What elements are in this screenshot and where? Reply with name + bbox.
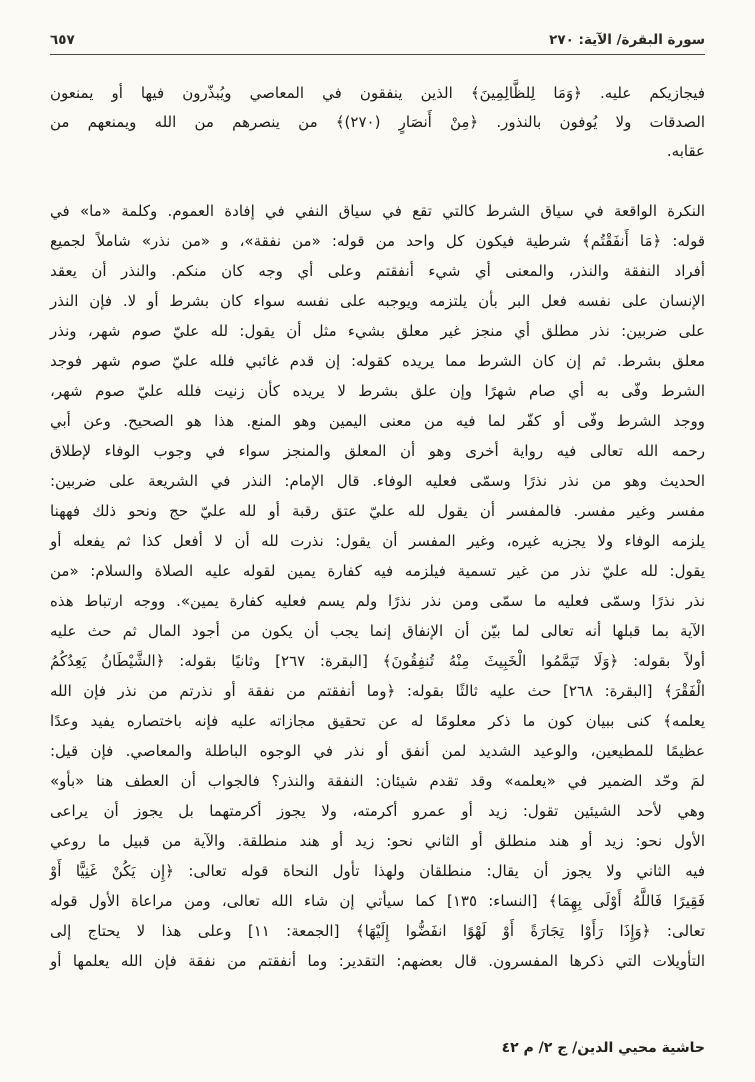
- text-line: الأول نحو: زيد أو هند منطلق أو الثاني نحو: زيد أو هند منطلقة. والآية من قبيل ما روعي: [50, 832, 705, 850]
- text-line: الْفَقْرَ﴾ [البقرة: ٢٦٨] حث عليه ثالثًا بقوله: ﴿وما أنفقتم من نفقة أو نذرتم من نذر فإن الله: [50, 682, 705, 700]
- text-line: الشرط وفّى به أي صام شهرًا وإن علق بشرط لا يريده كأن زنيت فلله عليّ صوم شهر،: [50, 382, 705, 400]
- text-line: وهي لأحد الشيئين تقول: زيد أو عمرو أكرمته، ولا يجوز أكرمتهما بل يجوز أن يراعى: [50, 802, 705, 820]
- text-line: رحمه الله تعالى فيه رواية أخرى وهو أن المعلق والمنجز سواء في وجوب الوفاء لإطلاق: [50, 442, 705, 460]
- text-line: مفسر وغير مفسر. فالمفسر أن يقول لله عليّ عتق رقبة أو لله عليّ حج ونحو ذلك فههنا: [50, 502, 705, 520]
- text-line: تعالى: ﴿وَإِذَا رَأَوْا تِجَارَةً أَوْ لَهْوًا انفَضُّوا إِلَيْهَا﴾ [الجمعة: ١١] وعلى هذا لا يحتاج إلى: [50, 922, 705, 940]
- text-line: عقابه.: [666, 142, 705, 160]
- footer-note: حاشية محيي الدين/ ج ٢/ م ٤٢: [501, 1040, 705, 1056]
- text-line: النكرة الواقعة في سياق الشرط كالتي تقع في سياق النفي في إفادة العموم. وكلمة «ما» في: [50, 202, 705, 220]
- page-number: ٦٥٧: [50, 32, 75, 48]
- text-line: معلق بشرط. ثم إن كان الشرط مما يريده كقوله: إن قدم غائبي فلله عليّ صوم شهر فوجد: [50, 352, 705, 370]
- text-line: أفراد النفقة والنذر، والمعنى أي شيء أنفقتم وعلى أي وجه كان منكم. والنذر أن يعقد: [50, 262, 705, 280]
- commentary-text: [50, 196, 705, 976]
- text-line: فيه الثاني ولا يجوز أن يقال: منطلقان ولهذا تأول النحاة قوله تعالى: ﴿إِن يَكُنْ غَنِيًّا أَوْ: [50, 862, 705, 880]
- text-line: نذر نذرًا وسمّى فعليه ما سمّى ومن نذر نذرًا ولم يسم فعليه كفارة يمين». ووجه ارتباط هذه: [50, 592, 705, 610]
- surah-title: سورة البقرة/ الآية: ٢٧٠: [549, 32, 705, 48]
- text-line: الإنسان على نفسه فعل البر بأن يلتزمه ويوجبه على نفسه سواء كان بشرط أو لا. فإن النذر: [50, 292, 705, 310]
- text-line: الآية بما قبلها أنه تعالى لما بيّن أن الإنفاق إنما يجب أن يكون من أجود المال ثم حث عليه: [50, 622, 705, 640]
- text-line: يعلمه﴾ كنى ببيان كون ما ذكر معلومًا له عن تحقيق مجازاته عليه فإنه باختصاره يفيد وعدًا: [50, 712, 705, 730]
- text-line: على ضربين: نذر مطلق أي منجز غير معلق بشيء مثل أن يقول: لله عليّ صوم شهر، ونذر: [50, 322, 705, 340]
- text-line: قوله: ﴿مَا أَنفَقْتُم﴾ شرطية فيكون كل واحد من قوله: «من نفقة»، و «من نذر» شاملاً لجميع: [50, 232, 705, 250]
- text-line: فيجازيكم عليه. ﴿وَمَا لِلظَّالِمِينَ﴾ الذين ينفقون في المعاصي ويُبذّرون فيها أو يمنعون: [50, 84, 705, 102]
- text-line: يقول: لله عليّ نذر من غير تسمية فيلزمه فيه كفارة يمين لقوله عليه الصلاة والسلام: «من: [50, 562, 705, 580]
- text-line: الصدقات ولا يُوفون بالنذور. ﴿مِنْ أَنصَارٍ (٢٧٠)﴾ من ينصرهم من الله ويمنعهم من: [50, 113, 705, 131]
- text-line: عظيمًا للمطيعين، والوعيد الشديد لمن أنفق أو نذر في الوجوه الباطلة والمعاصي. فإن قيل:: [50, 742, 705, 760]
- text-line: يلزمه الوفاء ولا يجزيه غيره، وغير المفسر أن يقول: نذرت لله أن لا أفعل كذا ثم يفعله أو: [50, 532, 705, 550]
- text-line: فَقِيرًا فَاللَّهُ أَوْلَى بِهِمَا﴾ [النساء: ١٣٥] كما سيأتي إن شاء الله تعالى، ومن مراعاة الأول قوله: [50, 892, 705, 910]
- text-line: لمَ وحّد الضمير في «يعلمه» وقد تقدم شيئان: النفقة والنذر؟ فالجواب أن العطف هنا «بأو»: [50, 772, 705, 790]
- text-line: الحديث وهو من نذر نذرًا وسمّى فعليه الوفاء. قال الإمام: النذر في الشريعة على ضربين:: [50, 472, 705, 490]
- page-header: [50, 32, 705, 55]
- text-line: أولاً بقوله: ﴿وَلَا تَيَمَّمُوا الْخَبِيثَ مِنْهُ تُنفِقُونَ﴾ [البقرة: ٢٦٧] وثانيًا بقوله: ﴿الشَّيْطَانُ يَعِدُكُمُ: [50, 652, 705, 670]
- intro-paragraph: [50, 79, 705, 166]
- text-line: التأويلات التي ذكرها المفسرون. قال بعضهم: التقدير: وما أنفقتم من نفقة فإن الله يعلمها أو: [50, 952, 705, 970]
- text-line: ووجد الشرط وفّى أو كفّر لما فيه من معنى اليمين وهو المنع. هذا هو الصحيح. وعن أبي: [50, 412, 705, 430]
